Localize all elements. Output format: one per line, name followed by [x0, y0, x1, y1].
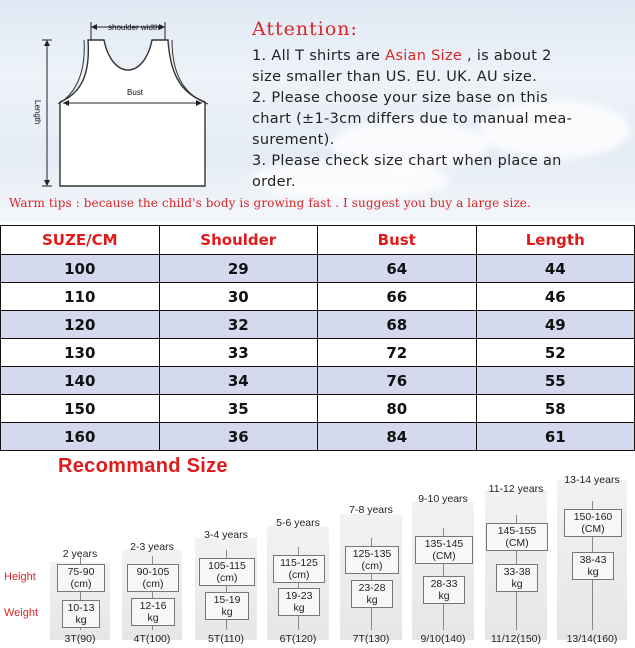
height-range-value: 105-115 — [208, 560, 246, 572]
height-range-box — [127, 564, 179, 592]
table-cell: 29 — [159, 255, 318, 283]
table-cell: 150 — [1, 395, 160, 423]
table-cell: 100 — [1, 255, 160, 283]
height-range-value: 125-135 — [352, 548, 392, 560]
attention-line-1a: 1. All T shirts are — [252, 48, 386, 64]
table-cell: 46 — [476, 283, 635, 311]
weight-range-value: 10-13 — [67, 602, 95, 614]
attention-line-6: 3. Please check size chart when place an — [252, 153, 562, 169]
weight-range-value: 38-43 — [579, 554, 607, 566]
height-range-box — [273, 555, 325, 583]
height-range-box — [415, 536, 473, 564]
weight-unit: kg — [511, 578, 523, 590]
table-cell: 35 — [159, 395, 318, 423]
shoulder-width-label: shoulder width — [108, 23, 160, 32]
weight-range-box — [351, 580, 393, 608]
attention-line-1b: , is about 2 — [462, 48, 552, 64]
height-range-value: 115-125 — [280, 557, 318, 569]
height-range-value: 90-105 — [136, 566, 170, 578]
attention-line-7: order. — [252, 174, 296, 190]
age-label: 2 years — [62, 548, 98, 560]
weight-range-box — [572, 552, 614, 580]
table-cell: 80 — [318, 395, 477, 423]
age-label: 13-14 years — [564, 474, 620, 486]
height-unit: (cm) — [70, 578, 92, 590]
age-label: 2-3 years — [130, 541, 174, 553]
table-cell: 44 — [476, 255, 635, 283]
tank-top-diagram — [0, 0, 250, 200]
weight-unit: kg — [147, 612, 159, 624]
age-label: 3-4 years — [204, 529, 248, 541]
height-range-box — [57, 564, 105, 592]
weight-range-value: 23-28 — [358, 582, 386, 594]
table-cell: 33 — [159, 339, 318, 367]
attention-line-1 — [252, 48, 552, 64]
table-cell: 66 — [318, 283, 477, 311]
length-label: Length — [33, 100, 42, 125]
height-range-value: 135-145 — [424, 538, 464, 550]
header-length: Length — [476, 226, 635, 255]
table-cell: 36 — [159, 423, 318, 451]
attention-panel — [0, 0, 635, 222]
header-size: SUZE/CM — [1, 226, 160, 255]
table-cell: 120 — [1, 311, 160, 339]
weight-range-box — [423, 576, 465, 604]
height-range-value: 75-90 — [67, 566, 95, 578]
height-unit: (cm) — [288, 569, 310, 581]
attention-line-3: 2. Please choose your size base on this — [252, 90, 549, 106]
weight-range-value: 28-33 — [430, 578, 458, 590]
weight-range-box — [496, 564, 538, 592]
table-cell: 52 — [476, 339, 635, 367]
weight-unit: kg — [75, 614, 87, 626]
warm-tips: Warm tips : because the child's body is growing fast . I suggest you buy a large size. — [9, 196, 531, 210]
weight-range-box — [278, 588, 320, 616]
table-cell: 34 — [159, 367, 318, 395]
table-row — [1, 339, 635, 367]
age-label: 11-12 years — [488, 483, 544, 495]
height-range-box — [199, 558, 255, 586]
table-cell: 76 — [318, 367, 477, 395]
attention-line-4: chart (±1-3cm differs due to manual mea- — [252, 111, 573, 127]
weight-range-box — [62, 600, 100, 628]
age-label: 5-6 years — [276, 517, 320, 529]
height-range-value: 145-155 — [497, 525, 537, 537]
bust-label: Bust — [127, 88, 144, 97]
table-cell: 68 — [318, 311, 477, 339]
size-code-label: 11/12(150) — [490, 633, 541, 645]
table-cell: 130 — [1, 339, 160, 367]
height-row-label: Height — [4, 571, 36, 583]
table-cell: 64 — [318, 255, 477, 283]
height-range-box — [564, 509, 622, 537]
weight-range-value: 19-23 — [285, 590, 313, 602]
table-cell: 160 — [1, 423, 160, 451]
size-code-label: 9/10(140) — [420, 633, 466, 645]
height-unit: (cm) — [216, 572, 238, 584]
weight-range-value: 33-38 — [503, 566, 531, 578]
table-cell: 58 — [476, 395, 635, 423]
weight-unit: kg — [221, 606, 233, 618]
weight-range-value: 12-16 — [139, 600, 167, 612]
recommend-size-panel — [0, 452, 635, 648]
table-cell: 140 — [1, 367, 160, 395]
size-code-label: 7T(130) — [352, 633, 390, 645]
cloud-decoration — [480, 100, 630, 160]
table-row — [1, 395, 635, 423]
height-range-value: 150-160 — [573, 511, 613, 523]
size-chart-table — [0, 225, 635, 451]
asian-size-highlight: Asian Size — [385, 48, 463, 64]
header-shoulder: Shoulder — [159, 226, 318, 255]
attention-line-5: surement). — [252, 132, 335, 148]
age-label: 9-10 years — [418, 493, 468, 505]
weight-unit: kg — [366, 594, 378, 606]
attention-line-2: size smaller than US. EU. UK. AU size. — [252, 69, 538, 85]
table-row — [1, 311, 635, 339]
table-cell: 72 — [318, 339, 477, 367]
table-cell: 55 — [476, 367, 635, 395]
size-code-label: 5T(110) — [208, 633, 244, 645]
table-cell: 30 — [159, 283, 318, 311]
height-unit: (CM) — [581, 523, 605, 535]
height-unit: (cm) — [142, 578, 164, 590]
weight-row-label: Weight — [4, 607, 39, 619]
weight-range-box — [131, 598, 175, 626]
header-bust: Bust — [318, 226, 477, 255]
height-range-box — [486, 523, 548, 551]
table-row — [1, 283, 635, 311]
size-code-label: 13/14(160) — [566, 633, 618, 645]
weight-unit: kg — [438, 590, 450, 602]
age-label: 7-8 years — [349, 504, 393, 516]
table-cell: 61 — [476, 423, 635, 451]
height-unit: (CM) — [432, 550, 456, 562]
height-unit: (cm) — [361, 560, 383, 572]
table-cell: 32 — [159, 311, 318, 339]
height-range-box — [345, 546, 399, 574]
weight-unit: kg — [293, 602, 305, 614]
table-row — [1, 367, 635, 395]
height-unit: (CM) — [505, 537, 529, 549]
table-cell: 110 — [1, 283, 160, 311]
table-row — [1, 423, 635, 451]
size-chart-header-row — [1, 226, 635, 255]
size-code-label: 4T(100) — [133, 633, 171, 645]
weight-range-box — [205, 592, 249, 620]
recommend-title: Recommand Size — [58, 455, 228, 477]
size-code-label: 3T(90) — [64, 633, 96, 645]
weight-unit: kg — [587, 566, 599, 578]
weight-range-value: 15-19 — [213, 594, 241, 606]
size-code-label: 6T(120) — [279, 633, 317, 645]
attention-title: Attention: — [252, 18, 358, 40]
table-cell: 84 — [318, 423, 477, 451]
table-row — [1, 255, 635, 283]
table-cell: 49 — [476, 311, 635, 339]
